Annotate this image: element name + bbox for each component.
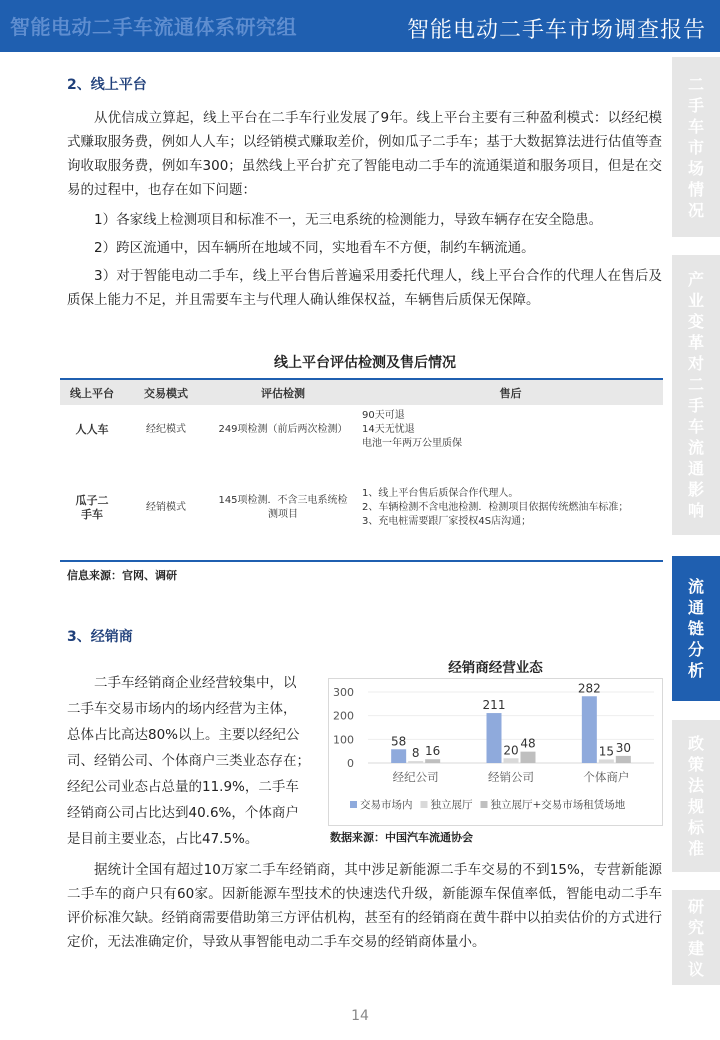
bar (599, 759, 614, 763)
aftersale-line: 1、线上平台售后质保合作代理人。 (362, 487, 519, 499)
dealer-text-line: 二手车经销商企业经营较集中，以 (94, 675, 297, 691)
sidebar-tab-char: 手 (687, 396, 704, 415)
sidebar-tab-char: 建 (687, 938, 704, 958)
sidebar-tab-char: 车 (687, 116, 704, 136)
dealer-text-line: 经销商公司占比达到40.6%，个体商户 (67, 805, 299, 821)
data-label: 20 (503, 743, 519, 758)
data-label: 48 (520, 736, 536, 751)
sidebar-tab-char: 变 (687, 312, 704, 331)
data-label: 15 (598, 744, 614, 759)
sidebar-tab-char: 研 (687, 896, 704, 916)
sidebar-tab-char: 流 (687, 577, 704, 596)
dealer-text-line: 经纪公司业态占总量的11.9%，二手车 (67, 779, 299, 795)
sidebar-tab-char: 究 (687, 917, 704, 937)
section-heading-dealer: 3、经销商 (67, 629, 133, 645)
dealer-wrap-paragraph (67, 670, 327, 852)
bar (504, 758, 519, 763)
sidebar-tab-char: 市 (687, 137, 704, 157)
bar (425, 759, 440, 763)
sidebar-tab-char: 议 (687, 959, 704, 979)
sidebar-tab-char: 情 (687, 179, 704, 199)
legend-label: 独立展厅+交易市场租赁场地 (490, 799, 626, 811)
category-label: 经销公司 (488, 770, 534, 784)
table-header-cell: 评估检测 (208, 379, 358, 405)
sidebar-tab-char: 规 (687, 797, 704, 816)
y-tick-label: 200 (333, 709, 354, 723)
bar (487, 713, 502, 763)
sidebar-tab-char: 分 (687, 640, 704, 659)
table-header-cell: 交易模式 (124, 379, 208, 405)
data-label: 282 (577, 681, 601, 696)
sidebar-tab-char: 法 (687, 776, 704, 795)
table-header-cell: 售后 (358, 379, 663, 405)
sidebar-tab-suggestions[interactable] (672, 890, 720, 985)
dealer-business-chart (328, 678, 663, 826)
table-header-cell: 线上平台 (60, 379, 124, 405)
legend-swatch (421, 801, 428, 808)
inspection-cell: 249项检测（前后两次检测） (218, 424, 348, 435)
legend-swatch (481, 801, 488, 808)
sidebar-tab-char: 二 (687, 375, 704, 394)
bar (616, 756, 631, 763)
sidebar-tab-char: 响 (687, 501, 704, 520)
sidebar-tab-char: 政 (687, 734, 704, 753)
dealer-text-line: 司、经销公司、个体商户三类业态存在； (67, 753, 310, 769)
bar (408, 761, 423, 763)
dealer-text-line: 总体占比高达80%以上。主要以经纪公 (67, 727, 300, 743)
sidebar-tab-circulation-chain[interactable] (672, 556, 720, 701)
sidebar-tab-char: 产 (687, 270, 704, 289)
aftersale-line: 2、车辆检测不含电池检测．检测项目依据传统燃油车标准； (362, 501, 629, 513)
research-group-title: 智能电动二手车流通体系研究组 (10, 15, 297, 39)
sidebar-tab-char: 场 (687, 158, 704, 178)
online-issue-1: 1）各家线上检测项目和标准不一，无三电系统的检测能力，导致车辆存在安全隐患。 (94, 212, 603, 228)
dealer-text-line: 二手车交易市场内的场内经营为主体， (67, 701, 297, 717)
sidebar-tab-char: 影 (687, 480, 704, 499)
y-tick-label: 100 (333, 733, 354, 747)
sidebar-tab-char: 二 (687, 74, 704, 94)
category-label: 经纪公司 (392, 770, 439, 784)
legend-label: 交易市场内 (360, 799, 413, 811)
table-header-row (60, 379, 663, 405)
chart-title: 经销商经营业态 (448, 660, 543, 676)
mode-cell: 经销模式 (124, 455, 208, 561)
sidebar-tab-char: 革 (687, 333, 704, 352)
aftersale-cell (358, 405, 663, 455)
legend-label: 独立展厅 (430, 799, 473, 811)
sidebar-tab-industry-change[interactable] (672, 255, 720, 535)
platform-cell: 瓜子二手车 (60, 455, 124, 561)
sidebar-tab-char: 通 (687, 459, 704, 478)
sidebar-tab-char: 业 (687, 291, 704, 310)
inspection-cell: 145项检测．不含三电系统检测项目 (208, 455, 358, 561)
sidebar-tab-char: 对 (687, 354, 704, 373)
sidebar-tab-char: 况 (687, 200, 704, 220)
sidebar-tab-char: 策 (687, 755, 704, 774)
sidebar-tab-char: 流 (687, 438, 704, 457)
platform-evaluation-table (60, 378, 663, 562)
y-tick-label: 0 (347, 757, 354, 770)
bar (521, 752, 536, 763)
aftersale-line: 电池一年两万公里质保 (362, 438, 462, 449)
page-number: 14 (351, 1008, 369, 1024)
table-row (60, 455, 663, 561)
table-source-note: 信息来源：官网、调研 (67, 569, 177, 582)
sidebar-tab-char: 链 (687, 619, 704, 638)
dealer-text-line: 是目前主要业态，占比47.5%。 (67, 831, 259, 847)
data-label: 58 (391, 734, 407, 749)
sidebar-tab-char: 车 (687, 417, 704, 436)
aftersale-line: 14天无忧退 (362, 424, 415, 435)
sidebar-tab-char: 手 (687, 95, 704, 115)
online-issue-3: 3）对于智能电动二手车，线上平台售后普遍采用委托代理人，线上平台合作的代理人在售后及质保上能力不足，并且需要车主与代理人确认维保权益，车辆售后质保无保障。 (67, 268, 662, 308)
section-heading-online: 2、线上平台 (67, 77, 147, 93)
aftersale-cell (358, 455, 663, 561)
data-label: 16 (425, 744, 441, 759)
mode-cell: 经纪模式 (146, 424, 186, 435)
aftersale-line: 90天可退 (362, 410, 405, 421)
table-row (60, 405, 663, 455)
sidebar-tab-char: 标 (687, 818, 704, 837)
y-tick-label: 300 (333, 686, 354, 699)
data-label: 8 (411, 746, 420, 761)
sidebar-tab-char: 准 (687, 839, 704, 858)
online-intro-paragraph: 从优信成立算起，线上平台在二手车行业发展了9年。线上平台主要有三种盈利模式：以经纪模式赚取服务费，例如人人车；以经销模式赚取差价，例如瓜子二手车；基于大数据算法进行估值等查询收取服务费，例如车300；虽然线上平台扩充了智能电动二手车的流通渠道和服务项目，但是在交易的过程中，也存在如下问题： (67, 110, 662, 198)
sidebar-tab-char: 通 (687, 598, 704, 617)
bar (391, 749, 406, 763)
dealer-stats-paragraph: 据统计全国有超过10万家二手车经销商，其中涉足新能源二手车交易的不到15%，专营新能源二手车的商户只有60家。因新能源车型技术的快速迭代升级，新能源车保值率低，智能电动二手车评价标准欠缺。经销商需要借助第三方评估机构，甚至有的经销商在黄牛群中以拍卖估价的方式进行定价，无法准确定价，导致从事智能电动二手车交易的经销商体量小。 (67, 862, 662, 950)
aftersale-line: 3、充电桩需要跟厂家授权4S店沟通； (362, 515, 532, 527)
category-label: 个体商户 (583, 770, 630, 784)
online-issue-2: 2）跨区流通中，因车辆所在地域不同，实地看车不方便，制约车辆流通。 (94, 240, 535, 256)
sidebar-tab-char: 析 (687, 661, 704, 680)
table-title: 线上平台评估检测及售后情况 (274, 355, 456, 371)
sidebar-tab-policy[interactable] (672, 720, 720, 872)
data-label: 30 (615, 740, 631, 755)
page-header (0, 0, 720, 52)
chart-source-note: 数据来源：中国汽车流通协会 (330, 831, 473, 844)
platform-cell: 人人车 (75, 423, 109, 436)
bar (582, 696, 597, 763)
sidebar-tab-market[interactable] (672, 57, 720, 237)
report-title: 智能电动二手车市场调查报告 (406, 18, 706, 43)
data-label: 211 (482, 698, 506, 713)
legend-swatch (350, 801, 357, 808)
